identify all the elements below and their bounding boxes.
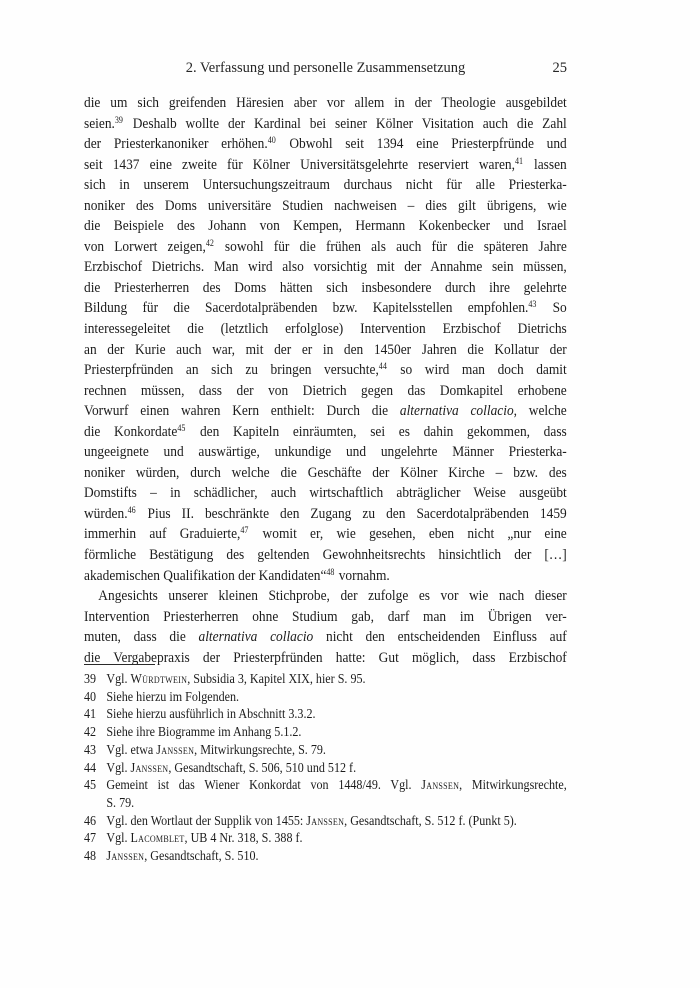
text-line: die Konkordate$^{45}$ den Kapiteln einräumten, sei es dahin gekommen, dass [84, 422, 567, 440]
text-line: würden.$^{46}$ Pius II. beschränkte den Zugang zu den Sacerdotalpräbenden 1459 [84, 504, 567, 522]
footnote-text: Vgl. den Wortlaut der Supplik von 1455: Janssen, Gesandtschaft, S. 512 f. (Punkt 5). [106, 812, 517, 828]
running-head-title: 2. Verfassung und personelle Zusammensetzung [185, 60, 466, 76]
footnotes [84, 670, 567, 865]
footnote-separator [84, 664, 155, 665]
text-line: Bildung für die Sacerdotalpräbenden bzw. Kapitelsstellen empfohlen.$^{43}$ So [84, 299, 567, 317]
footnote-number: 40 [84, 688, 97, 704]
text-line: die Vergabepraxis der Priesterpfründen hatte: Gut möglich, dass Erzbischof [84, 649, 567, 666]
text-line: muten, dass die alternativa collacio nicht den entscheidenden Einfluss auf [84, 629, 567, 646]
footnote-text: Janssen, Gesandtschaft, S. 510. [106, 848, 259, 864]
footnote-item [84, 688, 567, 706]
text-line: immerhin auf Graduierte,$^{47}$ womit er, wie gesehen, eben nicht „nur eine [84, 525, 567, 543]
text-line: Priesterpfründen an sich zu bringen versuchte,$^{44}$ so wird man doch damit [84, 361, 567, 379]
text-line: Angesichts unserer kleinen Stichprobe, der zufolge es vor wie nach dieser [98, 588, 567, 605]
text-line: der Priesterkanoniker erhöhen.$^{40}$ Obwohl seit 1394 eine Priesterpfründe und [84, 135, 567, 153]
footnote-item [84, 829, 567, 847]
footnote-item [84, 812, 567, 830]
footnote-item [84, 847, 567, 865]
footnote-text: Vgl. Lacomblet, UB 4 Nr. 318, S. 388 f. [106, 830, 303, 846]
running-head [84, 60, 567, 77]
body-text [84, 93, 567, 668]
text-line: seit 1437 eine zweite für Kölner Universitätsgelehrte reserviert waren,$^{41}$ lassen [84, 155, 567, 173]
footnote-number: 41 [84, 706, 97, 722]
text-line: noniker des Doms universitäre Studien nachweisen – dies gilt übrigens, wie [84, 197, 567, 214]
text-line: Erzbischof Dietrichs. Man wird also vorsichtig mit der Annahme sein müssen, [84, 259, 567, 276]
text-line: von Lorwert zeigen,$^{42}$ sowohl für die frühen als auch für die späteren Jahre [84, 237, 567, 255]
text-line: die um sich greifenden Häresien aber vor allem in der Theologie ausgebildet [84, 95, 567, 111]
footnote-item [84, 794, 567, 812]
text-line: die Beispiele des Johann von Kempen, Hermann Kokenbecker und Israel [84, 218, 567, 235]
footnote-item [84, 741, 567, 759]
text-line: akademischen Qualifikation der Kandidaten“$^{48}$ vornahm. [84, 566, 390, 584]
footnote-text: Siehe hierzu ausführlich in Abschnitt 3.3.2. [106, 706, 316, 722]
footnote-item [84, 776, 567, 794]
footnote-text: Vgl. Würdtwein, Subsidia 3, Kapitel XIX, hier S. 95. [106, 671, 366, 686]
footnote-item [84, 670, 567, 688]
text-line: die Priesterherren des Doms hätten sich insbesondere durch ihre gelehrte [84, 279, 567, 296]
footnote-number: 39 [84, 671, 97, 686]
footnote-item [84, 759, 567, 777]
footnote-number: 45 [84, 777, 97, 793]
text-line: förmliche Bestätigung des geltenden Gewohnheitsrechts hinsichtlich der […] [84, 547, 567, 564]
text-line: noniker würden, durch welche die Geschäfte der Kölner Kirche – bzw. des [84, 464, 567, 481]
text-line: Intervention Priesterherren ohne Studium gab, darf man im Übrigen ver- [84, 608, 567, 625]
footnote-text: Siehe hierzu im Folgenden. [106, 688, 240, 704]
footnote-text: Vgl. etwa Janssen, Mitwirkungsrechte, S. 79. [106, 741, 326, 757]
text-line: rechnen müssen, dass der von Dietrich gegen das Domkapitel erhobene [84, 382, 567, 399]
text-line: interessegeleitet die (letztlich erfolglose) Intervention Erzbischof Dietrichs [84, 321, 567, 338]
footnote-item [84, 705, 567, 723]
text-line: seien.$^{39}$ Deshalb wollte der Kardinal bei seiner Kölner Visitation auch die Zahl [84, 114, 567, 132]
footnote-number: 44 [84, 759, 97, 775]
page-number: 25 [552, 60, 567, 76]
footnote-text: S. 79. [106, 794, 135, 810]
text-line: ungeeignete und auswärtige, unkundige und ungelehrte Männer Priesterka- [84, 444, 567, 461]
text-line: an der Kurie auch war, mit der er in den 1450er Jahren die Kollatur der [84, 341, 567, 358]
footnote-text: Gemeint ist das Wiener Konkordat von 1448/49. Vgl. Janssen, Mitwirkungsrechte, [106, 777, 567, 793]
footnote-text: Siehe ihre Biogramme im Anhang 5.1.2. [106, 724, 302, 740]
footnote-number: 47 [84, 830, 97, 846]
footnote-number: 43 [84, 741, 97, 757]
footnote-item [84, 723, 567, 741]
text-line: sich in unserem Untersuchungszeitraum durchaus nicht für alle Priesterka- [84, 177, 567, 194]
text-line: Vorwurf einen wahren Kern enthielt: Durch die alternativa collacio, welche [84, 403, 567, 420]
footnote-number: 46 [84, 812, 97, 828]
footnote-number [84, 794, 106, 812]
footnote-number: 48 [84, 848, 97, 864]
footnote-text: Vgl. Janssen, Gesandtschaft, S. 506, 510 und 512 f. [106, 759, 357, 775]
text-line: Domstifts – in schädlicher, auch wirtschaftlich abträglicher Weise ausgeübt [84, 485, 567, 502]
footnote-number: 42 [84, 724, 97, 740]
